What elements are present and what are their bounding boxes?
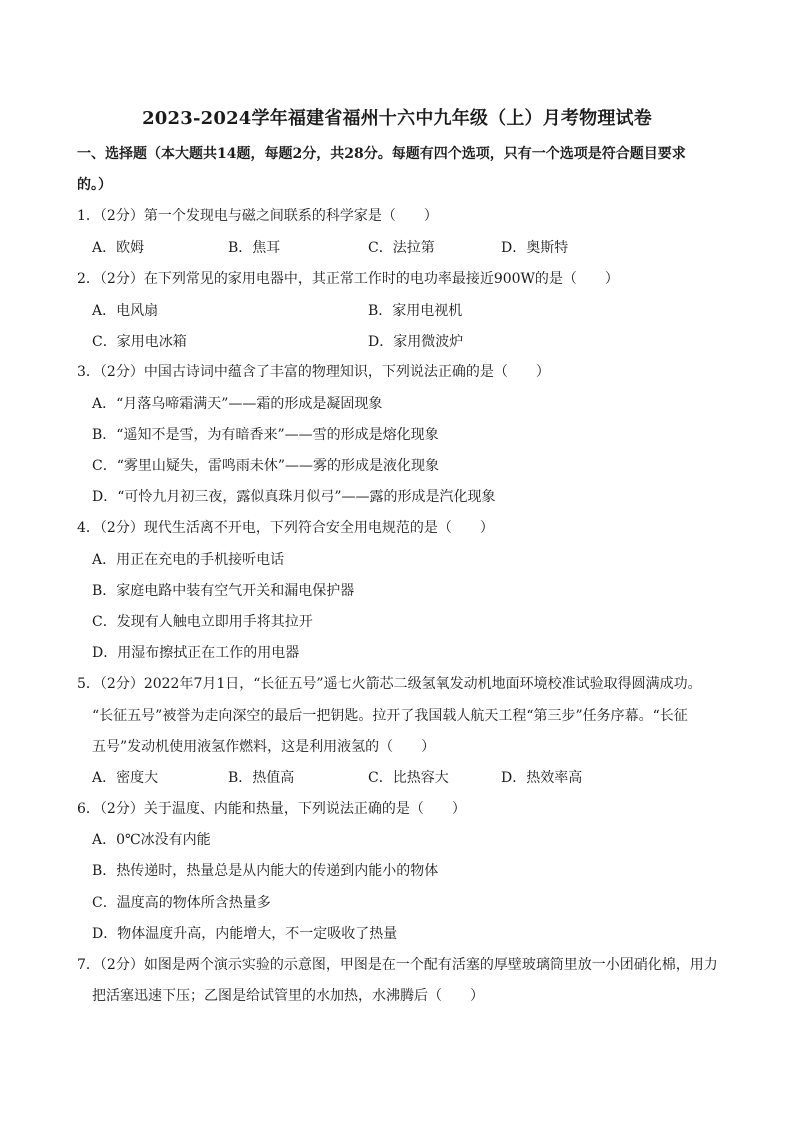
question-6-option-c: C．温度高的物体所含热量多 — [92, 895, 271, 911]
question-4-option-d: D．用湿布擦拭正在工作的用电器 — [92, 645, 300, 661]
question-6-option-a: A．0℃冰没有内能 — [92, 832, 211, 848]
question-6-option-b: B．热传递时，热量总是从内能大的传递到内能小的物体 — [92, 863, 439, 879]
question-5-stem-line2: “长征五号”被誉为走向深空的最后一把钥匙。拉开了我国载人航天工程“第三步”任务序幕。“长征 — [92, 708, 688, 724]
question-3-option-a: A．“月落乌啼霜满天”——霜的形成是凝固现象 — [92, 396, 383, 412]
question-6-option-d: D．物体温度升高，内能增大，不一定吸收了热量 — [92, 926, 398, 942]
question-2-option-d: D．家用微波炉 — [368, 334, 464, 350]
question-3-option-b: B．“遥知不是雪，为有暗香来”——雪的形成是熔化现象 — [92, 427, 439, 443]
question-7-stem-line1: 7．（2分）如图是两个演示实验的示意图，甲图是在一个配有活塞的厚壁玻璃筒里放一小团硝化棉，用力 — [77, 957, 718, 973]
question-5-stem-line3: 五号”发动机使用液氢作燃料，这是利用液氢的（ ） — [92, 739, 436, 755]
question-1-stem: 1．（2分）第一个发现电与磁之间联系的科学家是（ ） — [77, 208, 438, 224]
question-2-option-a: A．电风扇 — [92, 303, 159, 319]
question-1-option-a: A．欧姆 — [92, 240, 145, 256]
question-1-option-d: D．奥斯特 — [501, 240, 569, 256]
question-3-option-d: D．“可怜九月初三夜，露似真珠月似弓”——露的形成是汽化现象 — [92, 489, 496, 505]
question-4-option-c: C．发现有人触电立即用手将其拉开 — [92, 614, 313, 630]
question-1-option-b: B．焦耳 — [228, 240, 281, 256]
question-4-option-a: A．用正在充电的手机接听电话 — [92, 552, 285, 568]
question-7-stem-line2: 把活塞迅速下压；乙图是给试管里的水加热，水沸腾后（ ） — [92, 988, 484, 1004]
question-5-stem-line1: 5．（2分）2022年7月1日，“长征五号”遥七火箭芯二级氢氧发动机地面环境校准试验取得圆满成功。 — [77, 676, 702, 692]
section-header-line1: 一、选择题（本大题共14题，每题2分，共28分。每题有四个选项，只有一个选项是符合题目要求 — [77, 146, 686, 162]
section-header-line2: 的。） — [77, 177, 112, 193]
question-3-option-c: C．“雾里山疑失，雷鸣雨未休”——雾的形成是液化现象 — [92, 458, 440, 474]
question-6-stem: 6．（2分）关于温度、内能和热量，下列说法正确的是（ ） — [77, 801, 466, 817]
question-2-stem: 2．（2分）在下列常见的家用电器中，其正常工作时的电功率最接近900W的是（ ） — [77, 271, 619, 287]
question-4-stem: 4．（2分）现代生活离不开电，下列符合安全用电规范的是（ ） — [77, 520, 494, 536]
question-5-option-d: D．热效率高 — [501, 770, 583, 786]
question-1-option-c: C．法拉第 — [368, 240, 435, 256]
question-5-option-a: A．密度大 — [92, 770, 159, 786]
question-5-option-c: C．比热容大 — [368, 770, 449, 786]
question-3-stem: 3．（2分）中国古诗词中蕴含了丰富的物理知识，下列说法正确的是（ ） — [77, 364, 550, 380]
question-4-option-b: B．家庭电路中装有空气开关和漏电保护器 — [92, 583, 355, 599]
page-title: 2023-2024学年福建省福州十六中九年级（上）月考物理试卷 — [142, 108, 652, 129]
question-5-option-b: B．热值高 — [228, 770, 295, 786]
question-2-option-c: C．家用电冰箱 — [92, 334, 187, 350]
question-2-option-b: B．家用电视机 — [368, 303, 463, 319]
